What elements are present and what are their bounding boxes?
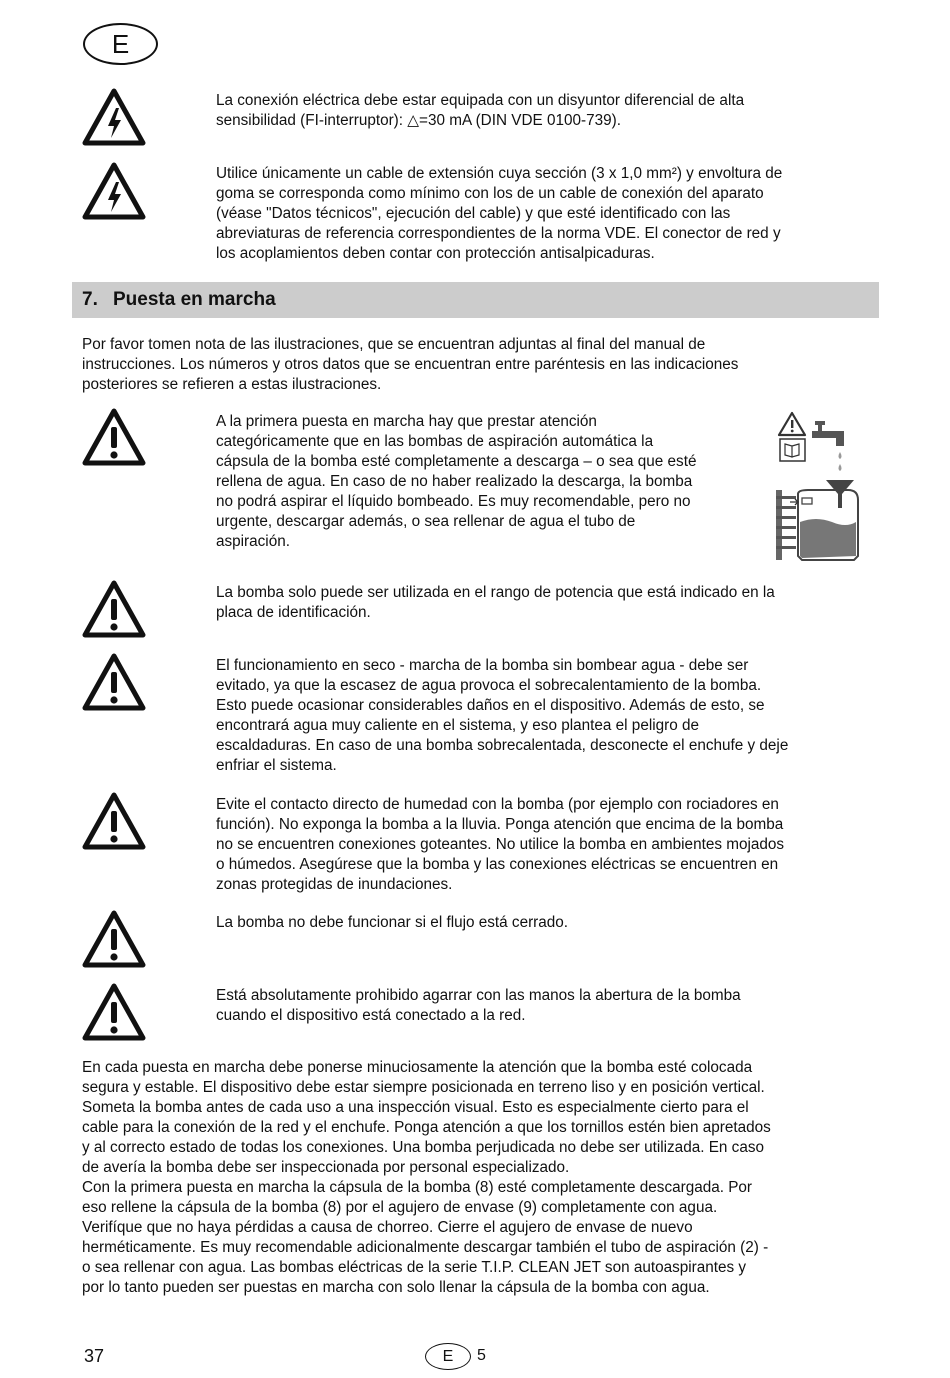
text-line: por lo tanto pueden ser puestas en marcha con solo llenar la cápsula de la bomba con agua. [82,1279,710,1296]
intro-paragraph [82,335,738,395]
text-line: zonas protegidas de inundaciones. [216,876,453,893]
page-number: 37 [84,1346,105,1366]
text-line: o húmedos. Asegúrese que la bomba y las conexiones eléctricas se encuentren en [216,856,779,873]
text-line: no se encuentren conexiones goteantes. No utilice la bomba en ambientes mojados [216,836,785,853]
warning-pump-opening [216,986,741,1026]
text-line: (véase "Datos técnicos", ejecución del cable) y que esté identificado con las [216,205,731,222]
text-line: Por favor tomen nota de las ilustraciones, que se encuentran adjuntas al final del manual de [82,336,706,353]
text-line: La bomba solo puede ser utilizada en el rango de potencia que está indicado en la [216,584,775,601]
text-line: sensibilidad (FI-interruptor): △=30 mA (DIN VDE 0100-739). [216,112,621,129]
general-warning-icon [82,408,146,466]
text-line: los acoplamientos deben contar con protección antisalpicaduras. [216,245,655,262]
text-line: evitado, ya que la escasez de agua provoca el sobrecalentamiento de la bomba. [216,677,762,694]
section-title: Puesta en marcha [113,289,276,310]
text-line: Esto puede ocasionar considerables daños en el dispositivo. Además de esto, se [216,697,765,714]
high-voltage-warning-icon [82,162,146,220]
pump-priming-illustration [776,410,870,562]
footer-sub-page: 5 [477,1347,486,1364]
text-line: Someta la bomba antes de cada uso a una inspección visual. Esto es especialmente cierto para el [82,1099,749,1116]
text-line: encontrará agua muy caliente en el sistema, y eso plantea el peligro de [216,717,699,734]
high-voltage-warning-icon [82,88,146,146]
warning-power-range [216,583,775,623]
text-line: cuando el dispositivo está conectado a la red. [216,1007,526,1024]
text-line: instrucciones. Los números y otros datos que se encuentran entre paréntesis en las indicaciones [82,356,739,373]
text-line: no podrá aspirar el líquido bombeado. Es muy recomendable, pero no [216,493,691,510]
text-line: El funcionamiento en seco - marcha de la bomba sin bombear agua - debe ser [216,657,749,674]
text-line: escaldaduras. En caso de una bomba sobrecalentada, desconecte el enchufe y deje [216,737,789,754]
text-line: La bomba no debe funcionar si el flujo está cerrado. [216,914,569,931]
text-line: enfriar el sistema. [216,757,337,774]
footer-language-badge [425,1343,471,1370]
text-line: cable para la conexión de la red y el enchufe. Ponga atención a que los tornillos estén bien apretados [82,1119,771,1136]
text-line: Con la primera puesta en marcha la cápsula de la bomba (8) esté completamente descargada. Por [82,1179,753,1196]
text-line: categóricamente que en las bombas de aspiración automática la [216,433,654,450]
general-warning-icon [82,580,146,638]
electrical-paragraph-2 [216,164,782,264]
closing-paragraph [82,1058,771,1298]
text-line: posteriores se refieren a estas ilustraciones. [82,376,382,393]
general-warning-icon [82,983,146,1041]
language-code: E [111,28,130,59]
text-line: o sea rellenar con agua. Las bombas eléctricas de la serie T.I.P. CLEAN JET son autoaspirantes y [82,1259,747,1276]
electrical-paragraph-1 [216,91,744,131]
text-line: placa de identificación. [216,604,371,621]
section-number: 7. [82,289,98,310]
text-line: y al correcto estado de todas los conexiones. Una bomba perjudicada no debe ser utilizada. En caso [82,1139,764,1156]
text-line: Evite el contacto directo de humedad con la bomba (por ejemplo con rociadores en [216,796,779,813]
warning-priming [216,412,696,552]
text-line: rellena de agua. En caso de no haber realizado la descarga, la bomba [216,473,693,490]
text-line: En cada puesta en marcha debe ponerse minuciosamente la atención que la bomba esté colocada [82,1059,753,1076]
text-line: A la primera puesta en marcha hay que prestar atención [216,413,597,430]
text-line: aspiración. [216,533,290,550]
text-line: Está absolutamente prohibido agarrar con las manos la abertura de la bomba [216,987,741,1004]
text-line: segura y estable. El dispositivo debe estar siempre posicionada en terreno liso y en posición vertical. [82,1079,765,1096]
text-line: función). No exponga la bomba a la lluvia. Ponga atención que encima de la bomba [216,816,784,833]
general-warning-icon [82,910,146,968]
warning-dry-running [216,656,788,776]
text-line: La conexión eléctrica debe estar equipada con un disyuntor diferencial de alta [216,92,745,109]
language-badge [83,23,158,65]
text-line: urgente, descargar además, o sea rellenar de agua el tubo de [216,513,636,530]
footer-language-code: E [442,1347,454,1365]
warning-closed-flow [216,913,568,933]
text-line: Utilice únicamente un cable de extensión cuya sección (3 x 1,0 mm²) y envoltura de [216,165,783,182]
text-line: goma se corresponda como mínimo con los de un cable de conexión del aparato [216,185,764,202]
text-line: Verifíque que no haya pérdidas a causa de chorreo. Cierre el agujero de envase de nuevo [82,1219,693,1236]
text-line: herméticamente. Es muy recomendable adicionalmente descargar también el tubo de aspiración (2) - [82,1239,769,1256]
text-line: eso rellene la cápsula de la bomba (8) por el agujero de envase (9) completamente con agua. [82,1199,718,1216]
text-line: de avería la bomba debe ser inspeccionada por personal especializado. [82,1159,570,1176]
text-line: abreviaturas de referencia correspondientes de la norma VDE. El conector de red y [216,225,781,242]
warning-humidity [216,795,784,895]
general-warning-icon [82,792,146,850]
general-warning-icon [82,653,146,711]
text-line: cápsula de la bomba esté completamente a descarga – o sea que esté [216,453,697,470]
